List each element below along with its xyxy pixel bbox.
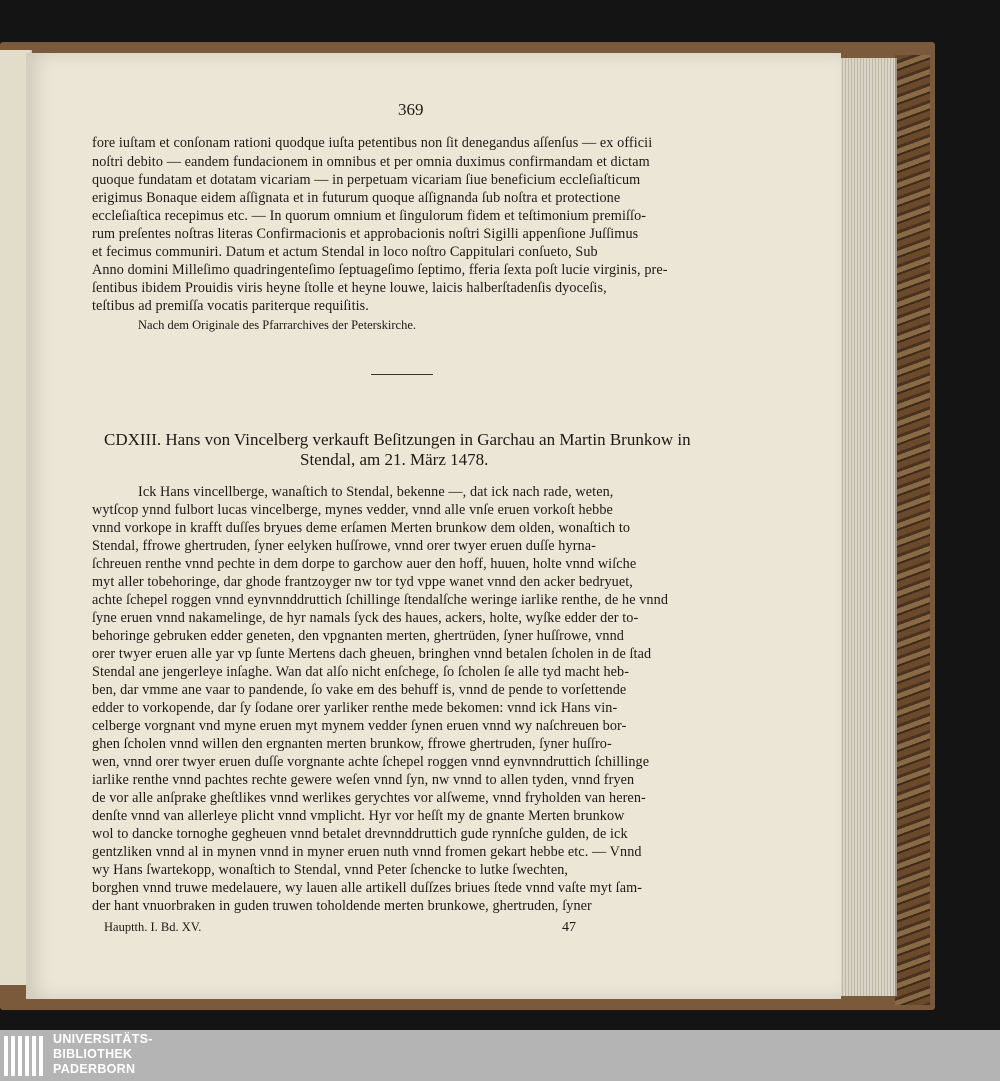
text-line: de vor alle anſprake gheſtlikes vnnd werlikes gerychtes vor alſweme, vnnd fryholden van heren- [92,790,646,806]
section-divider [371,374,433,375]
text-line: ſentibus ibidem Prouidis viris heyne ſtolle et heyne louwe, laicis halberſtadenſis dyoceſis, [92,280,607,296]
text-line: noſtri debito — eandem fundacionem in omnibus et per omnia duximus confirmandam et dictam [92,154,650,170]
text-line: teſtibus ad premiſſa vocatis pariterque requiſitis. [92,298,369,314]
text-line: ben, dar vmme ane vaar to pandende, ſo vake em des behuff is, vnnd de pende to vorſettende [92,682,627,698]
text-line: ghen ſcholen vnnd willen den ergnanten merten brunkow, ffrowe ghertruden, ſyner huſſro- [92,736,612,752]
text-line: wy Hans ſwartekopp, wonaſtich to Stendal, vnnd Peter ſchencke to lutke ſwechten, [92,862,569,878]
text-line: rum preſentes noſtras literas Confirmacionis et approbacionis noſtri Sigilli appenſione Juſſimus [92,226,639,242]
page-number: 369 [398,100,424,119]
text-line: behoringe gebruken edder geneten, den vpgnanten merten, ghertrüden, ſyner huſſrowe, vnnd [92,628,624,644]
text-line: Anno domini Milleſimo quadringenteſimo ſeptuageſimo ſeptimo, fferia ſexta poſt lucie virginis, pre- [92,262,668,278]
marbled-edge [895,55,930,1005]
library-name-line2: BIBLIOTHEK [53,1047,133,1061]
text-line: gentzliken vnnd al in mynen vnnd in myner eruen nuth vnnd fromen gekart hebbe etc. — Vnnd [92,844,642,860]
text-line: wen, vnnd orer twyer eruen duſſe vorgnante achte ſchepel roggen vnnd eynvnndruttich ſchillinge [92,754,650,770]
library-name-line1: UNIVERSITÄTS- [53,1032,153,1046]
text-line: myt aller tobehoringe, dar ghode frantzoyger nw tor tyd vppe wanet vnnd den acker bedryuet, [92,574,633,590]
footer-sheet-number: 47 [562,920,576,935]
text-line: Stendal, ffrowe ghertruden, ſyner eelyken huſſrowe, vnnd orer twyer eruen duſſe hyrna- [92,538,596,554]
text-line: wytſcop ynnd fulbort lucas vincelberge, mynes vedder, vnnd alle vnſe eruen vorkoſt hebbe [92,502,613,518]
text-line: Ick Hans vincellberge, wanaſtich to Stendal, bekenne —, dat ick nach rade, weten, [138,484,614,500]
text-line: fore iuſtam et conſonam rationi quodque iuſta petentibus non ſit denegandus aſſenſus — ex officii [92,135,653,151]
document-heading: CDXIII. Hans von Vincelberg verkauft Beſitzungen in Garchau an Martin Brunkow in [104,430,691,449]
text-line: ſchreuen renthe vnnd pechte in dem dorpe to garchow auer den hoff, huuen, holte vnnd wiſche [92,556,637,572]
text-line: celberge vorgnant vnd myne eruen myt mynem vedder ſynen eruen vnnd wy naſchreuen bor- [92,718,627,734]
text-line: wol to dancke tornoghe gegheuen vnnd betalet drevnnddruttich gude rynnſche gulden, de ick [92,826,628,842]
text-line: ſyne eruen vnnd nakamelinge, de hyr namals ſyck des haues, ackers, holte, wyſke edder der to- [92,610,639,626]
text-line: vnnd vorkope in krafft duſſes bryues deme erſamen Merten brunkow dem olden, wonaſtich to [92,520,631,536]
library-name-line3: PADERBORN [53,1062,136,1076]
page-edges [840,58,897,996]
text-line: Stendal ane jengerleye inſaghe. Wan dat alſo nicht enſchege, ſo ſcholen ſe alle tyd macht heb- [92,664,630,680]
text-line: achte ſchepel roggen vnnd eynvnnddruttich ſchillinge ſtendalſche weringe iarlike renthe, de he vnnd [92,592,669,608]
document-heading-date: Stendal, am 21. März 1478. [300,450,489,469]
text-line: denſte vnnd van allerleye plicht vnnd vmplicht. Hyr vor heſſt my de gnante Merten brunkow [92,808,625,824]
text-line: iarlike renthe vnnd pachtes rechte gewere weſen vnnd ſyn, nw vnnd to allen tyden, vnnd fryen [92,772,635,788]
text-line: orer twyer eruen alle yar vp ſunte Mertens dach gheuen, bringhen vnnd betalen ſcholen in de ſtad [92,646,652,662]
text-line: erigimus Bonaque eidem aſſignata et in futurum quoque aſſignanda ſub noſtra et protectione [92,190,621,206]
text-line: et fecimus communiri. Datum et actum Stendal in loco noſtro Cappitulari conſueto, Sub [92,244,598,260]
text-line: quoque fundatam et dotatam vicariam — in perpetuam vicariam ſiue beneficium eccleſiaſticum [92,172,641,188]
text-line: eccleſiaſtica recepimus etc. — In quorum omnium et ſingulorum fidem et teſtimonium premiſſo- [92,208,647,224]
library-footer [0,1030,1000,1081]
text-line: borghen vnnd truwe medelauere, wy lauen alle artikell duſſzes briues ſtede vnnd vaſte myt ſam- [92,880,643,896]
source-note: Nach dem Originale des Pfarrarchives der Peterskirche. [138,318,417,332]
text-line: der hant vnuorbraken in guden truwen toholdende merten brunkowe, ghertruden, ſyner [92,898,592,914]
footer-signature: Hauptth. I. Bd. XV. [104,920,202,934]
library-logo-icon [4,1036,46,1076]
text-line: edder to vorkopende, dar ſy ſodane orer yarliker renthe mede bekomen: vnnd ick Hans vin- [92,700,618,716]
